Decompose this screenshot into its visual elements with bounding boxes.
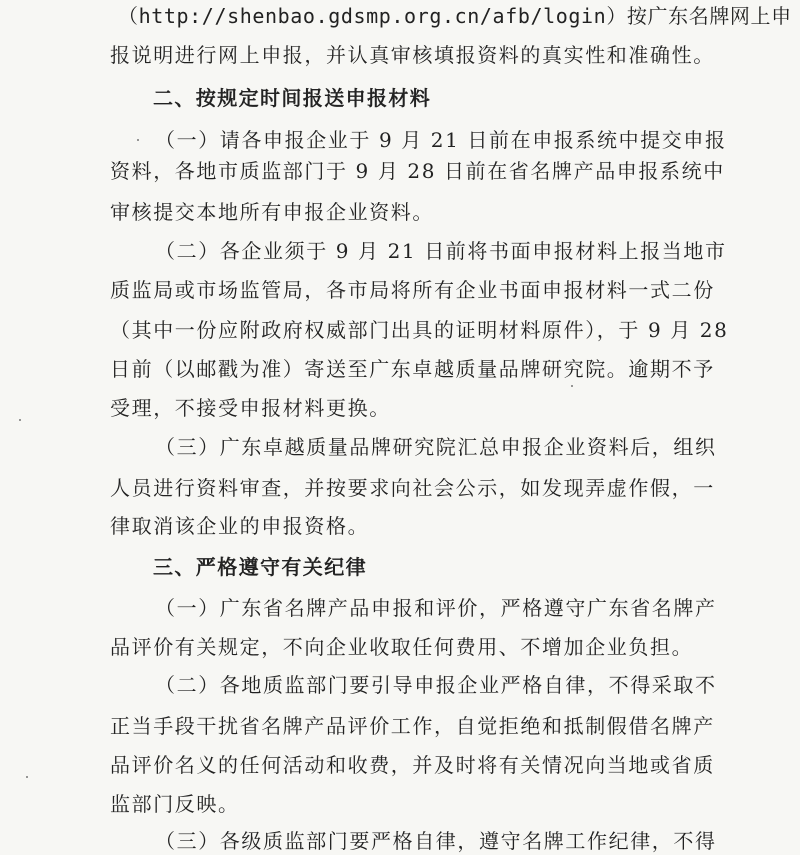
text-line-10: 日前（以邮戳为准）寄送至广东卓越质量品牌研究院。逾期不予 bbox=[110, 357, 715, 381]
text-line-21: 监部门反映。 bbox=[110, 792, 240, 816]
text-line-17: 品评价有关规定，不向企业收取任何费用、不增加企业负担。 bbox=[110, 635, 694, 659]
text-line-7: （二）各企业须于 9 月 21 日前将书面申报材料上报当地市 bbox=[155, 239, 727, 263]
scan-speck bbox=[26, 776, 28, 778]
section-heading-3: 三、严格遵守有关纪律 bbox=[153, 555, 367, 579]
text-line-5: 资料，各地市质监部门于 9 月 28 日前在省名牌产品申报系统中 bbox=[110, 159, 725, 183]
text-line-1: （http://shenbao.gdsmp.org.cn/afb/login）按广东名牌网上申 bbox=[118, 4, 792, 28]
text-line-8: 质监局或市场监管局，各市局将所有企业书面申报材料一式二份 bbox=[110, 278, 715, 302]
scan-speck bbox=[137, 139, 139, 141]
scan-speck bbox=[19, 419, 21, 421]
text-line-12: （三）广东卓越质量品牌研究院汇总申报企业资料后，组织 bbox=[155, 435, 717, 459]
text-line-22: （三）各级质监部门要严格自律，遵守名牌工作纪律，不得 bbox=[155, 829, 717, 853]
text-line-13: 人员进行资料审查，并按要求向社会公示，如发现弄虚作假，一 bbox=[110, 476, 715, 500]
text-line-9: （其中一份应附政府权威部门出具的证明材料原件），于 9 月 28 bbox=[110, 318, 729, 342]
text-line-4: （一）请各申报企业于 9 月 21 日前在申报系统中提交申报 bbox=[155, 128, 727, 152]
text-line-16: （一）广东省名牌产品申报和评价，严格遵守广东省名牌产 bbox=[155, 596, 717, 620]
section-heading-2: 二、按规定时间报送申报材料 bbox=[153, 86, 432, 110]
text-line-20: 品评价名义的任何活动和收费，并及时将有关情况向当地或省质 bbox=[110, 753, 715, 777]
text-line-6: 审核提交本地所有申报企业资料。 bbox=[110, 200, 434, 224]
text-line-19: 正当手段干扰省名牌产品评价工作，自觉拒绝和抵制假借名牌产 bbox=[110, 714, 715, 738]
text-line-2: 报说明进行网上申报，并认真审核填报资料的真实性和准确性。 bbox=[110, 43, 715, 67]
scan-speck bbox=[571, 385, 573, 387]
text-line-18: （二）各地质监部门要引导申报企业严格自律，不得采取不 bbox=[155, 673, 717, 697]
text-line-14: 律取消该企业的申报资格。 bbox=[110, 514, 370, 538]
text-line-11: 受理，不接受申报材料更换。 bbox=[110, 396, 391, 420]
